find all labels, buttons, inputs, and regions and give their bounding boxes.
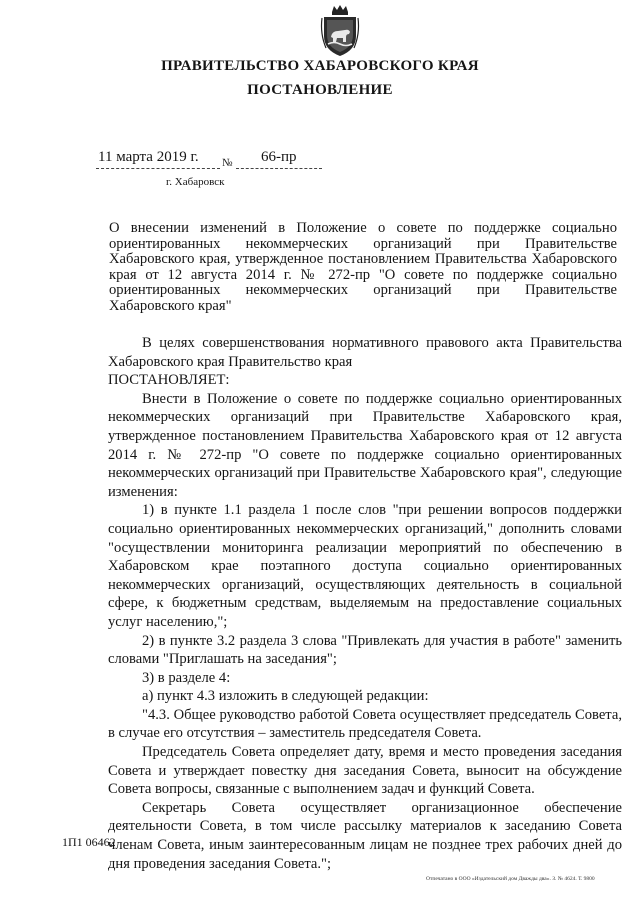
document-subject: О внесении изменений в Положение о совете по поддержке социально ориентированных некоммерческих организаций при Правительстве Хабаровского края, утвержденное постановлением Правительства Хабаровского края от 12 августа 2014 г. № 272-пр "О совете по поддержке социально ориентированных некоммерческих организаций при Правительстве Хабаровского края" [109, 220, 617, 314]
number-sign: № [222, 157, 233, 169]
coat-of-arms-emblem-icon [318, 4, 362, 58]
document-body [108, 334, 622, 873]
body-paragraph: 2) в пункте 3.2 раздела 3 слова "Привлекать для участия в работе" заменить словами "Приглашать на заседания"; [108, 632, 622, 668]
printer-imprint: Отпечатано в ООО «Издательский дом Дважды два». З. № 4624. Т. 9800 [426, 876, 595, 882]
body-paragraph: а) пункт 4.3 изложить в следующей редакции: [142, 688, 429, 705]
body-paragraph: Внести в Положение о совете по поддержке социально ориентированных некоммерческих организаций при Правительстве Хабаровского края, утвержденное постановлением Правительства Хабаровского края от 12 августа 2014 г. № 272-пр "О совете по поддержке социально ориентированных некоммерческих организаций при Правительстве Хабаровского края", следующие изменения: [108, 390, 622, 500]
decree-word: ПОСТАНОВЛЯЕТ: [108, 372, 230, 389]
date-underline [96, 168, 220, 169]
document-type: ПОСТАНОВЛЕНИЕ [247, 82, 393, 98]
document-number: 66-пр [261, 149, 297, 165]
footer-code: 1П1 06462 [62, 835, 116, 849]
body-paragraph: 3) в разделе 4: [142, 669, 231, 686]
preamble-paragraph: В целях совершенствования нормативного правового акта Правительства Хабаровского края Правительство края [108, 335, 622, 370]
document-city: г. Хабаровск [166, 176, 225, 188]
number-underline [236, 168, 322, 169]
body-paragraph: 1) в пункте 1.1 раздела 1 после слов "при решении вопросов поддержки социально ориентированных некоммерческих организаций," дополнить словами "осуществлении мониторинга реализации мероприятий по обеспечению в Хабаровском крае поэтапного доступа социально ориентированных некоммерческих организаций, осуществляющих деятельность в социальной сфере, к бюджетным средствам, выделяемым на предоставление социальных услуг населению,"; [108, 502, 622, 630]
body-paragraph: Председатель Совета определяет дату, время и место проведения заседания Совета и утверждает повестку дня заседания Совета, выносит на обсуждение Совета вопросы, связанные с выполнением задач и функций Совета. [108, 744, 622, 798]
body-paragraph: "4.3. Общее руководство работой Совета осуществляет председатель Совета, в случае его отсутствия – заместитель председателя Совета. [108, 706, 622, 742]
document-date: 11 марта 2019 г. [98, 149, 199, 165]
body-paragraph: Секретарь Совета осуществляет организационное обеспечение деятельности Совета, в том числе рассылку материалов к заседанию Совета членам Совета, иным заинтересованным лицам не позднее трех рабочих дней до дня проведения заседания Совета."; [108, 799, 622, 872]
government-title: ПРАВИТЕЛЬСТВО ХАБАРОВСКОГО КРАЯ [161, 58, 479, 74]
